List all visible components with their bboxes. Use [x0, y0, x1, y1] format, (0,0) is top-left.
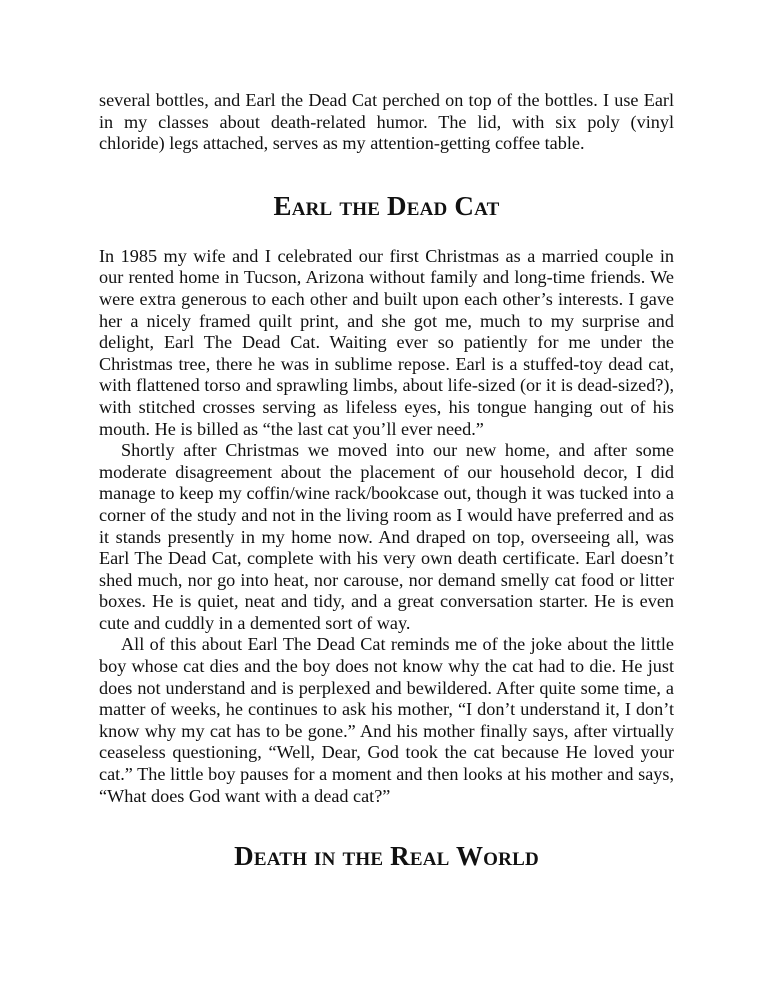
paragraph-christmas-gift: In 1985 my wife and I celebrated our first Christmas as a married couple in our rented home in Tucson, Arizona without family and long-time friends. We were extra generous to each other and built upon each other’s interests. I gave her a nicely framed quilt print, and she got me, much to my surprise and delight, Earl The Dead Cat. Waiting ever so patiently for me under the Christmas tree, there he was in sublime repose. Earl is a stuffed-toy dead cat, with flattened torso and sprawling limbs, about life-sized (or it is dead-sized?), with stitched crosses serving as lifeless eyes, his tongue hanging out of his mouth. He is billed as “the last cat you’ll ever need.” — [99, 245, 674, 439]
paragraph-new-home: Shortly after Christmas we moved into our new home, and after some moderate disagreement about the placement of our household decor, I did manage to keep my coffin/wine rack/bookcase out, though it was tucked into a corner of the study and not in the living room as I would have preferred and as it stands presently in my home now. And draped on top, overseeing all, was Earl The Dead Cat, complete with his very own death certificate. Earl doesn’t shed much, nor go into heat, nor carouse, nor demand smelly cat food or litter boxes. He is quiet, neat and tidy, and a great conversation starter. He is even cute and cuddly in a demented sort of way. — [99, 440, 674, 633]
section-heading-earl-the-dead-cat: Earl the Dead Cat — [273, 190, 500, 221]
paragraph-joke: All of this about Earl The Dead Cat reminds me of the joke about the little boy whose cat dies and the boy does not know why the cat had to die. He just does not understand and is perplexed and bewildered. After quite some time, a matter of weeks, he continues to ask his mother, “I don’t understand it, I don’t know why my cat has to be gone.” And his mother finally says, after virtually ceaseless questioning, “Well, Dear, God took the cat because He loved your cat.” The little boy pauses for a moment and then looks at his mother and says, “What does God want with a dead cat?” — [99, 634, 674, 806]
intro-paragraph: several bottles, and Earl the Dead Cat perched on top of the bottles. I use Earl in my classes about death-related humor. The lid, with six poly (vinyl chloride) legs attached, serves as my attention-getting coffee table. — [99, 90, 674, 154]
section-heading-death-in-the-real-world: Death in the Real World — [234, 841, 539, 872]
document-page — [99, 90, 674, 871]
